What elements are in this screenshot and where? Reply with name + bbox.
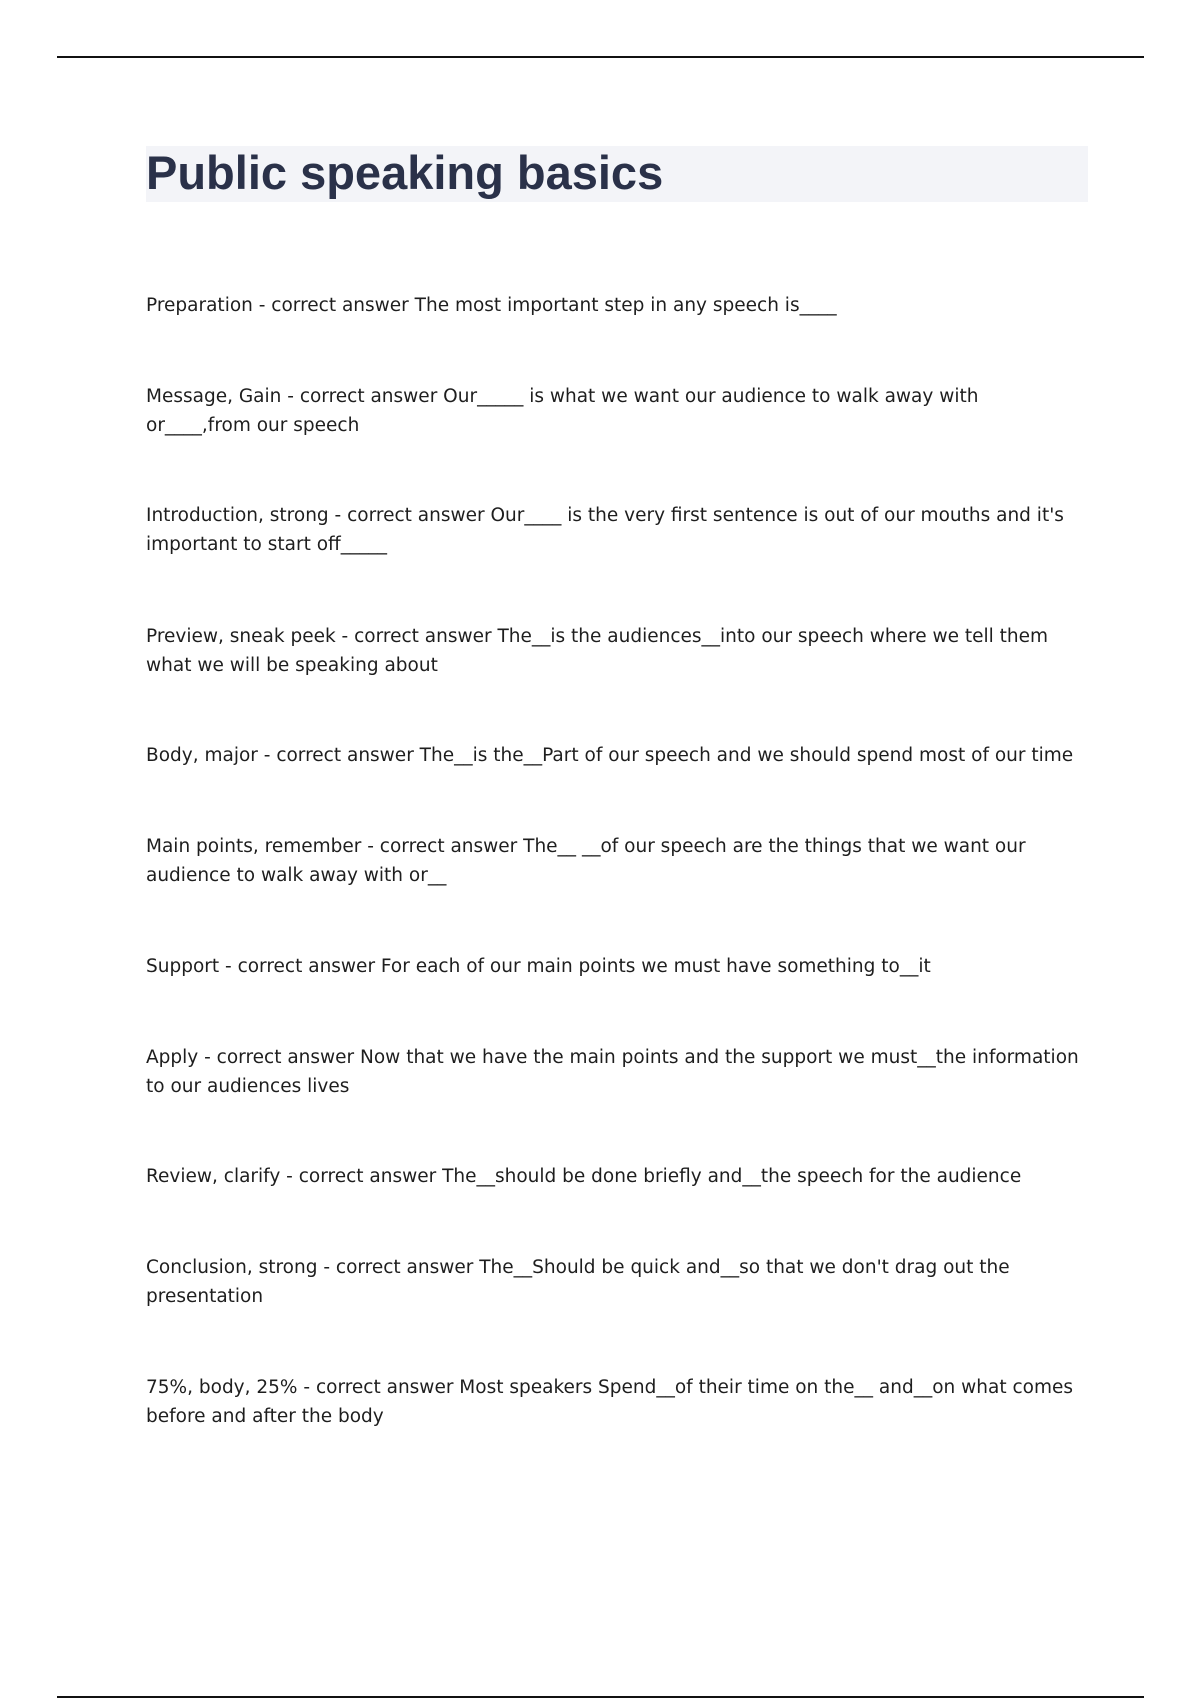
qa-entry-preparation: Preparation - correct answer The most important step in any speech is____ [146, 295, 837, 316]
qa-entry-message-gain: Message, Gain - correct answer Our_____ is what we want our audience to walk away with or____,from our speech [146, 386, 979, 436]
qa-entry-apply: Apply - correct answer Now that we have the main points and the support we must__the information to our audiences lives [146, 1047, 1079, 1097]
qa-entry-main-points-remember: Main points, remember - correct answer The__ __of our speech are the things that we want our audience to walk away with or__ [146, 836, 1026, 886]
qa-entry-body-major: Body, major - correct answer The__is the__Part of our speech and we should spend most of our time [146, 745, 1074, 766]
qa-entry-conclusion-strong: Conclusion, strong - correct answer The__Should be quick and__so that we don't drag out the presentation [146, 1257, 1010, 1307]
qa-entry-introduction-strong: Introduction, strong - correct answer Our____ is the very first sentence is out of our mouths and it's important to start off_____ [146, 505, 1064, 555]
qa-entry-support: Support - correct answer For each of our main points we must have something to__it [146, 956, 931, 977]
top-rule [57, 56, 1144, 58]
qa-entry-time-split: 75%, body, 25% - correct answer Most speakers Spend__of their time on the__ and__on what comes before and after the body [146, 1377, 1073, 1427]
qa-entry-preview-sneak-peek: Preview, sneak peek - correct answer The__is the audiences__into our speech where we tell them what we will be speaking about [146, 626, 1049, 676]
page-title: Public speaking basics [146, 146, 664, 199]
bottom-rule [57, 1696, 1144, 1698]
qa-entry-review-clarify: Review, clarify - correct answer The__should be done briefly and__the speech for the audience [146, 1166, 1022, 1187]
